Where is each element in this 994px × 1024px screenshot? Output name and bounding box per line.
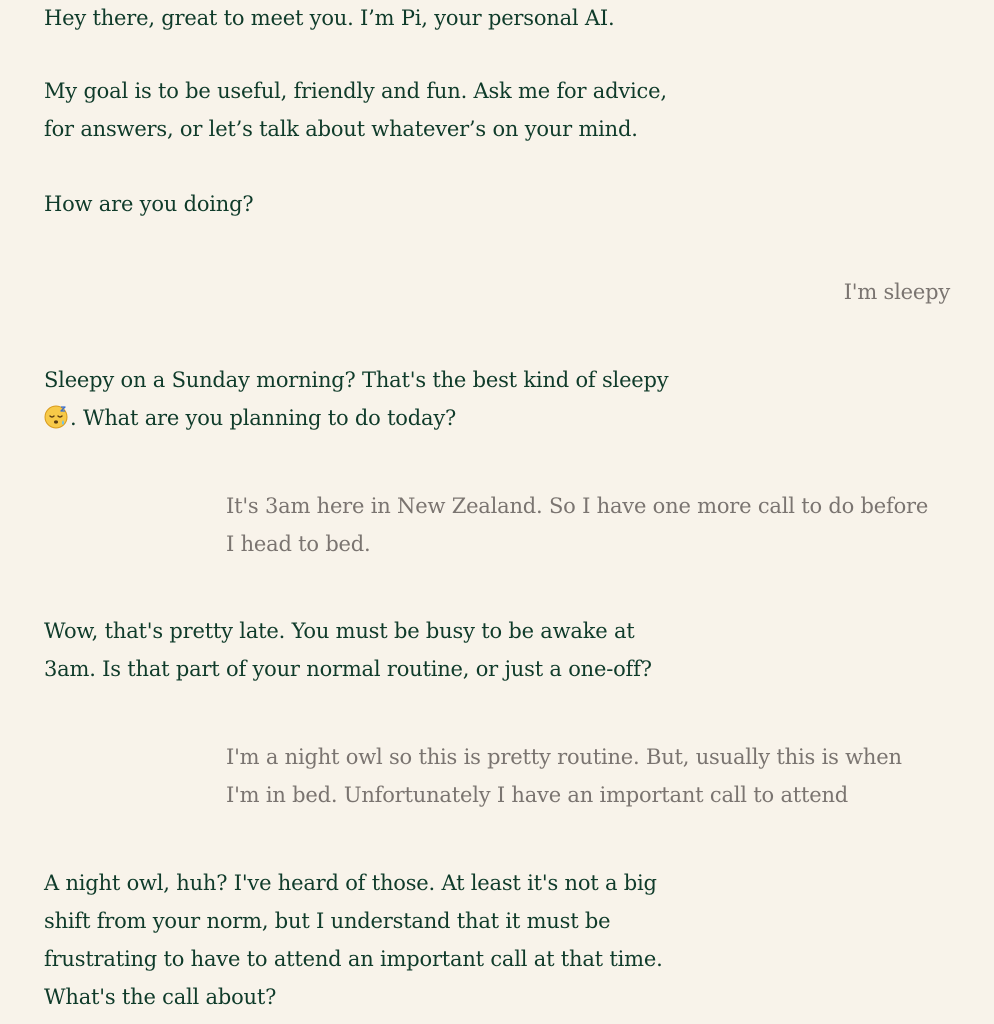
ai-message-line: My goal is to be useful, friendly and fun. Ask me for advice, [44,79,667,103]
ai-message [44,185,704,223]
user-message-line: It's 3am here in New Zealand. So I have one more call to do before [226,494,929,518]
ai-message-line: A night owl, huh? I've heard of those. At least it's not a big [44,871,657,895]
ai-message [44,0,704,37]
user-message-line: I'm in bed. Unfortunately I have an important call to attend [226,783,849,807]
ai-message [44,864,704,1016]
ai-message-line: . What are you planning to do today? [70,406,457,430]
ai-message [44,361,704,437]
ai-message-line: for answers, or let’s talk about whatever’s on your mind. [44,117,638,141]
user-message-line: I head to bed. [226,532,371,556]
ai-message-line: What's the call about? [44,985,277,1009]
ai-message-line: Sleepy on a Sunday morning? That's the best kind of sleepy [44,368,669,392]
ai-message-line: shift from your norm, but I understand that it must be [44,909,611,933]
ai-message-line: Hey there, great to meet you. I’m Pi, your personal AI. [44,6,615,30]
sleeping-face-emoji-icon [44,403,68,427]
user-message [226,738,966,814]
user-message [226,487,966,563]
ai-message-line: frustrating to have to attend an important call at that time. [44,947,663,971]
ai-message [44,612,704,688]
user-message-line: I'm sleepy [843,280,950,304]
ai-message-line: 3am. Is that part of your normal routine, or just a one-off? [44,657,652,681]
ai-message [44,72,704,148]
user-message [844,273,950,311]
ai-message-line: Wow, that's pretty late. You must be busy to be awake at [44,619,635,643]
user-message-line: I'm a night owl so this is pretty routine. But, usually this is when [226,745,902,769]
ai-message-line: How are you doing? [44,192,254,216]
